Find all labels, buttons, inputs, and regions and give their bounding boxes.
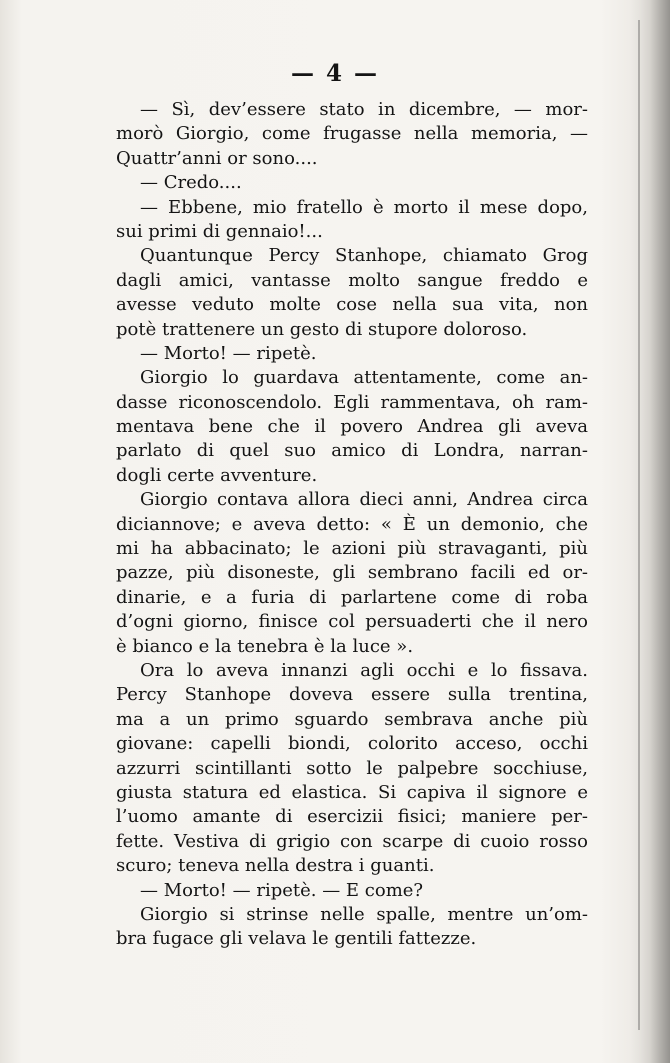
text-line: Quantunque Percy Stanhope, chiamato Grog	[140, 245, 588, 267]
text-line: giusta statura ed elastica. Si capiva il signore e	[116, 781, 588, 803]
text-line: scuro; teneva nella destra i guanti.	[116, 855, 435, 877]
text-line: giovane: capelli biondi, colorito acceso, occhi	[116, 733, 588, 755]
text-line: sui primi di gennaio!...	[116, 220, 323, 242]
page-edge-line	[638, 20, 640, 1030]
text-line: l’uomo amante di esercizii fisici; maniere per-	[116, 806, 588, 828]
text-line: potè trattenere un gesto di stupore doloroso.	[116, 318, 528, 340]
page-number: — 4 —	[290, 60, 380, 87]
text-line: — Morto! — ripetè. — E come?	[140, 879, 424, 901]
text-line: — Ebbene, mio fratello è morto il mese dopo,	[140, 196, 588, 218]
text-line: diciannove; e aveva detto: « È un demonio, che	[116, 513, 588, 535]
text-line: dasse riconoscendolo. Egli rammentava, oh ram-	[116, 391, 588, 413]
text-line: Giorgio lo guardava attentamente, come an-	[140, 367, 588, 389]
text-line: parlato di quel suo amico di Londra, narran-	[116, 440, 588, 462]
text-line: Ora lo aveva innanzi agli occhi e lo fissava.	[140, 659, 588, 681]
text-line: fette. Vestiva di grigio con scarpe di cuoio rosso	[116, 830, 588, 852]
text-line: Giorgio contava allora dieci anni, Andrea circa	[140, 489, 588, 511]
text-line: mi ha abbacinato; le azioni più stravaganti, più	[116, 538, 588, 560]
text-line: Percy Stanhope doveva essere sulla trentina,	[116, 684, 588, 706]
text-line: azzurri scintillanti sotto le palpebre socchiuse,	[116, 757, 588, 779]
text-line: dinarie, e a furia di parlartene come di roba	[116, 586, 588, 608]
text-line: mentava bene che il povero Andrea gli aveva	[116, 416, 588, 438]
text-line: è bianco e la tenebra è la luce ».	[116, 635, 414, 657]
text-line: bra fugace gli velava le gentili fattezze.	[116, 928, 477, 950]
text-line: ma a un primo sguardo sembrava anche più	[116, 708, 588, 730]
text-line: — Credo....	[140, 172, 242, 194]
body-text	[116, 98, 588, 952]
text-line: dagli amici, vantasse molto sangue freddo e	[116, 269, 588, 291]
text-line: — Sì, dev’essere stato in dicembre, — mor-	[140, 99, 588, 120]
text-line: — Morto! — ripetè.	[140, 342, 317, 364]
text-line: morò Giorgio, come frugasse nella memoria, —	[116, 123, 588, 145]
page-gutter-shadow	[630, 0, 670, 1063]
text-line: dogli certe avventure.	[116, 464, 318, 486]
text-line: pazze, più disoneste, gli sembrano facili ed or-	[116, 562, 588, 584]
text-line: Quattr’anni or sono....	[116, 147, 318, 169]
text-line: d’ogni giorno, finisce col persuaderti che il nero	[116, 611, 588, 633]
text-line: avesse veduto molte cose nella sua vita, non	[116, 294, 588, 316]
text-line: Giorgio si strinse nelle spalle, mentre un’om-	[140, 903, 588, 925]
